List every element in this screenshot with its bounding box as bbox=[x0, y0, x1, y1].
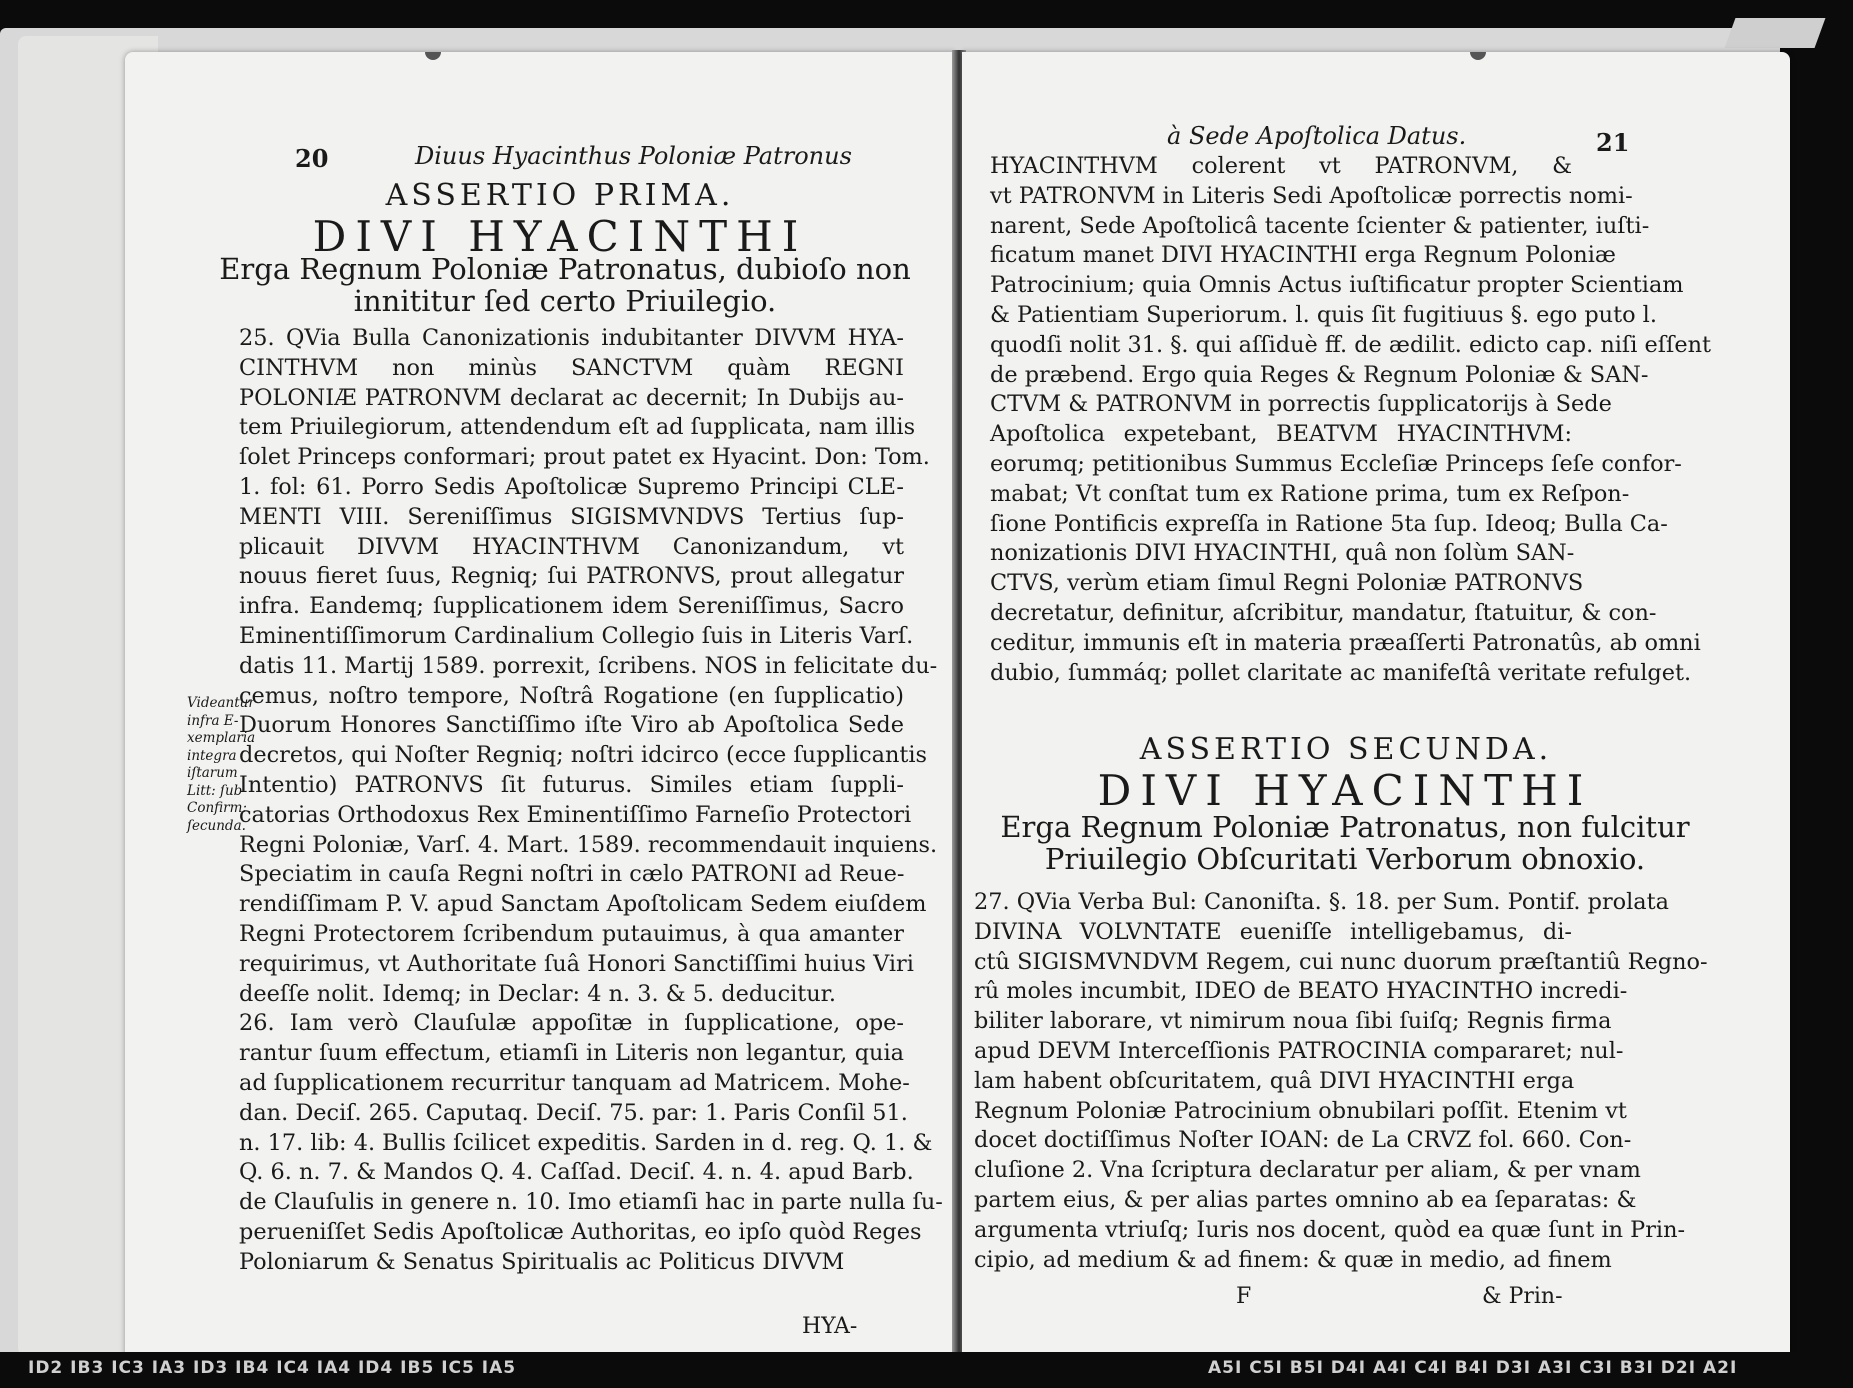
margin-note-line: iſtarum bbox=[187, 765, 238, 781]
text-line: ceditur, immunis eſt in materia præaſſerti Patronatûs, ab omni bbox=[990, 629, 1701, 656]
margin-note bbox=[187, 695, 255, 835]
text-line: dubio, ſummáq; pollet claritate ac manifeſtâ veritate refulget. bbox=[990, 659, 1692, 686]
text-line: Duorum Honores Sanctiſſimo iſte Viro ab Apoſtolica Sede bbox=[239, 712, 904, 739]
text-line: biliter laborare, vt nimirum noua ſibi ſuiſq; Regnis firma bbox=[974, 1008, 1612, 1035]
binding-tick bbox=[425, 52, 441, 60]
text-line: MENTI VIII. Sereniſſimus SIGISMVNDVS Tertius ſup- bbox=[239, 503, 904, 530]
text-line: nouus fieret ſuus, Regniq; ſui PATRONVS, prout allegatur bbox=[239, 563, 904, 590]
text-line: ad ſupplicationem recurritur tanquam ad Matricem. Mohe- bbox=[239, 1069, 910, 1096]
text-line: Regni Poloniæ, Varſ. 4. Mart. 1589. recommendauit inquiens. bbox=[239, 831, 938, 858]
text-line: Speciatim in cauſa Regni noſtri in cælo PATRONI ad Reue- bbox=[239, 861, 905, 888]
text-line: ctû SIGISMVNDVM Regem, cui nunc duorum præſtantiû Regno- bbox=[974, 948, 1708, 975]
text-line: deeſſe nolit. Idemq; in Declar: 4 n. 3. & 5. deducitur. bbox=[239, 980, 837, 1007]
heading-assertio-prima: ASSERTIO PRIMA. bbox=[385, 178, 735, 213]
margin-note-line: integra bbox=[187, 747, 237, 764]
right-page bbox=[962, 52, 1790, 1357]
subheading-line-2: Priuilegio Obſcuritati Verborum obnoxio. bbox=[1044, 842, 1646, 876]
catchword-right: & Prin- bbox=[1482, 1284, 1563, 1309]
text-line: quodſi nolit 31. §. qui aſſiduè ff. de ædilit. edicto cap. niſi eſſent bbox=[990, 331, 1711, 358]
text-line: narent, Sede Apoſtolicâ tacente ſcienter & patienter, iuſti- bbox=[990, 212, 1650, 239]
left-body-text bbox=[239, 324, 943, 1278]
text-line: DIVINA VOLVNTATE eueniſſe intelligebamus, di- bbox=[974, 918, 1572, 945]
signature-mark: F bbox=[1236, 1284, 1252, 1309]
text-line: argumenta vtriuſq; Iuris nos docent, quòd ea quæ ſunt in Prin- bbox=[974, 1216, 1686, 1243]
text-line: perueniſſet Sedis Apoſtolicæ Authoritas, eo ipſo quòd Reges bbox=[239, 1218, 922, 1245]
margin-note-line: ſecunda. bbox=[187, 817, 246, 834]
text-line: Patrocinium; quia Omnis Actus iuſtificatur propter Scientiam bbox=[990, 272, 1684, 299]
text-line: CTVM & PATRONVM in porrectis ſupplicatorijs à Sede bbox=[990, 391, 1612, 418]
text-line: ficatum manet DIVI HYACINTHI erga Regnum Poloniæ bbox=[990, 242, 1616, 269]
text-line: de præbend. Ergo quia Reges & Regnum Poloniæ & SAN- bbox=[990, 361, 1649, 388]
text-line: rantur ſuum effectum, etiamſi in Literis non legantur, quia bbox=[239, 1040, 904, 1067]
text-line: 1. fol: 61. Porro Sedis Apoſtolicæ Supremo Principi CLE- bbox=[239, 473, 904, 500]
text-line: infra. Eandemq; ſupplicationem idem Sereniſſimus, Sacro bbox=[239, 593, 904, 620]
catchword-left: HYA- bbox=[802, 1314, 858, 1339]
subheading-line-1: Erga Regnum Poloniæ Patronatus, dubioſo non bbox=[219, 252, 911, 286]
text-line: ſolet Princeps conformari; prout patet ex Hyacint. Don: Tom. bbox=[239, 444, 930, 471]
margin-note-line: Litt: ſub bbox=[187, 782, 243, 799]
text-line: apud DEVM Interceſſionis PATROCINIA compararet; nul- bbox=[974, 1037, 1624, 1064]
text-line: Apoſtolica expetebant, BEATVM HYACINTHVM: bbox=[990, 421, 1572, 448]
text-line: rû moles incumbit, IDEO de BEATO HYACINTHO incredi- bbox=[974, 978, 1628, 1005]
text-line: Q. 6. n. 7. & Mandos Q. 4. Caſſad. Deciſ. 4. n. 4. apud Barb. bbox=[239, 1159, 914, 1186]
text-line: 27. QVia Verba Bul: Canoniſta. §. 18. per Sum. Pontif. prolata bbox=[974, 889, 1669, 915]
text-line: CTVS, verùm etiam ſimul Regni Poloniæ PATRONVS bbox=[990, 570, 1584, 597]
text-line: cluſione 2. Vna ſcriptura declaratur per aliam, & per vnam bbox=[974, 1157, 1641, 1184]
text-line: vt PATRONVM in Literis Sedi Apoſtolicæ porrectis nomi- bbox=[990, 182, 1633, 209]
page-corner-fold bbox=[1725, 18, 1826, 48]
text-line: & Patientiam Superiorum. l. quis ſit fugitiuus §. ego puto l. bbox=[990, 301, 1657, 328]
text-line: nonizationis DIVI HYACINTHI, quâ non ſolùm SAN- bbox=[990, 540, 1575, 567]
text-line: de Clauſulis in genere n. 10. Imo etiamſi hac in parte nulla ſu- bbox=[239, 1189, 943, 1216]
text-line: docet doctiſſimus Noſter IOAN: de La CRVZ fol. 660. Con- bbox=[974, 1127, 1632, 1154]
subheading-line-1: Erga Regnum Poloniæ Patronatus, non fulcitur bbox=[1000, 810, 1690, 844]
text-line: eorumq; petitionibus Summus Eccleſiæ Princeps ſeſe confor- bbox=[990, 450, 1682, 477]
text-line: cipio, ad medium & ad finem: & quæ in medio, ad finem bbox=[974, 1246, 1612, 1273]
heading-assertio-secunda: ASSERTIO SECUNDA. bbox=[1139, 732, 1553, 767]
left-page bbox=[125, 52, 955, 1357]
heading-divi-hyacinthi-right: DIVI HYACINTHI bbox=[1097, 766, 1593, 815]
text-line: Eminentiſſimorum Cardinalium Collegio ſuis in Literis Varſ. bbox=[239, 622, 914, 649]
film-strip bbox=[0, 1352, 1853, 1388]
text-line: plicauit DIVVM HYACINTHVM Canonizandum, vt bbox=[239, 533, 904, 560]
text-line: cemus, noſtro tempore, Noſtrâ Rogatione (en ſupplicatio) bbox=[239, 682, 904, 709]
text-line: mabat; Vt conſtat tum ex Ratione prima, tum ex Reſpon- bbox=[990, 480, 1630, 507]
binding-tick bbox=[1470, 52, 1486, 60]
text-line: n. 17. lib: 4. Bullis ſcilicet expeditis. Sarden in d. reg. Q. 1. & bbox=[239, 1129, 933, 1156]
text-line: Regnum Poloniæ Patrocinium obnubilari poſſit. Etenim vt bbox=[974, 1097, 1627, 1124]
text-line: requirimus, vt Authoritate ſuâ Honori Sanctiſſimi huius Viri bbox=[239, 950, 914, 977]
text-line: Regni Protectorem ſcribendum putauimus, à qua amanter bbox=[239, 920, 904, 947]
text-line: ſione Pontificis expreſſa in Ratione 5ta ſup. Ideoq; Bulla Ca- bbox=[990, 510, 1668, 537]
margin-note-line: xemplaria bbox=[187, 730, 256, 746]
subheading-line-2: innititur ſed certo Priuilegio. bbox=[353, 284, 777, 318]
text-line: HYACINTHVM colerent vt PATRONVM, & bbox=[990, 153, 1572, 179]
text-line: dan. Deciſ. 265. Caputaq. Deciſ. 75. par: 1. Paris Conſil 51. bbox=[239, 1099, 908, 1126]
text-line: decretatur, definitur, aſcribitur, mandatur, ſtatuitur, & con- bbox=[990, 599, 1657, 626]
running-head-right: à Sede Apoſtolica Datus. bbox=[1167, 122, 1467, 150]
text-line: CINTHVM non minùs SANCTVM quàm REGNI bbox=[239, 354, 904, 381]
film-codes-right: A5I C5I B5I D4I A4I C4I B4I D3I A3I C3I B3I D2I A2I bbox=[1208, 1358, 1738, 1378]
text-line: datis 11. Martij 1589. porrexit, ſcribens. NOS in felicitate du- bbox=[239, 652, 938, 679]
margin-note-line: infra E- bbox=[187, 712, 239, 729]
page-number-left: 20 bbox=[295, 144, 329, 173]
margin-note-line: Videantur bbox=[187, 695, 255, 711]
heading-divi-hyacinthi-left: DIVI HYACINTHI bbox=[312, 212, 808, 261]
right-body-text-top bbox=[990, 152, 1711, 688]
text-line: Intentio) PATRONVS ſit futurus. Similes etiam ſuppli- bbox=[239, 771, 904, 798]
text-line: POLONIÆ PATRONVM declarat ac decernit; In Dubijs au- bbox=[239, 384, 904, 411]
text-line: 26. Iam verò Clauſulæ appoſitæ in ſupplicatione, ope- bbox=[239, 1010, 904, 1037]
running-head-left: Diuus Hyacinthus Poloniæ Patronus bbox=[415, 142, 852, 170]
film-codes-left: ID2 IB3 IC3 IA3 ID3 IB4 IC4 IA4 ID4 IB5 IC5 IA5 bbox=[28, 1358, 517, 1378]
text-line: 25. QVia Bulla Canonizationis indubitanter DIVVM HYA- bbox=[239, 325, 904, 351]
text-line: rendiſſimam P. V. apud Sanctam Apoſtolicam Sedem eiuſdem bbox=[239, 891, 927, 918]
margin-note-line: Confirm: bbox=[187, 800, 247, 816]
text-line: lam habent obſcuritatem, quâ DIVI HYACINTHI erga bbox=[974, 1067, 1575, 1094]
text-line: Poloniarum & Senatus Spiritualis ac Politicus DIVVM bbox=[239, 1248, 845, 1275]
text-line: tem Priuilegiorum, attendendum eſt ad ſupplicata, nam illis bbox=[239, 414, 916, 441]
text-line: catorias Orthodoxus Rex Eminentiſſimo Farneſio Protectori bbox=[239, 801, 912, 828]
text-line: decretos, qui Noſter Regniq; noſtri idcirco (ecce ſupplicantis bbox=[239, 742, 928, 769]
text-line: partem eius, & per alias partes omnino ab ea ſeparatas: & bbox=[974, 1186, 1637, 1213]
right-body-text-bottom bbox=[974, 888, 1708, 1275]
page-number-right: 21 bbox=[1596, 128, 1630, 157]
